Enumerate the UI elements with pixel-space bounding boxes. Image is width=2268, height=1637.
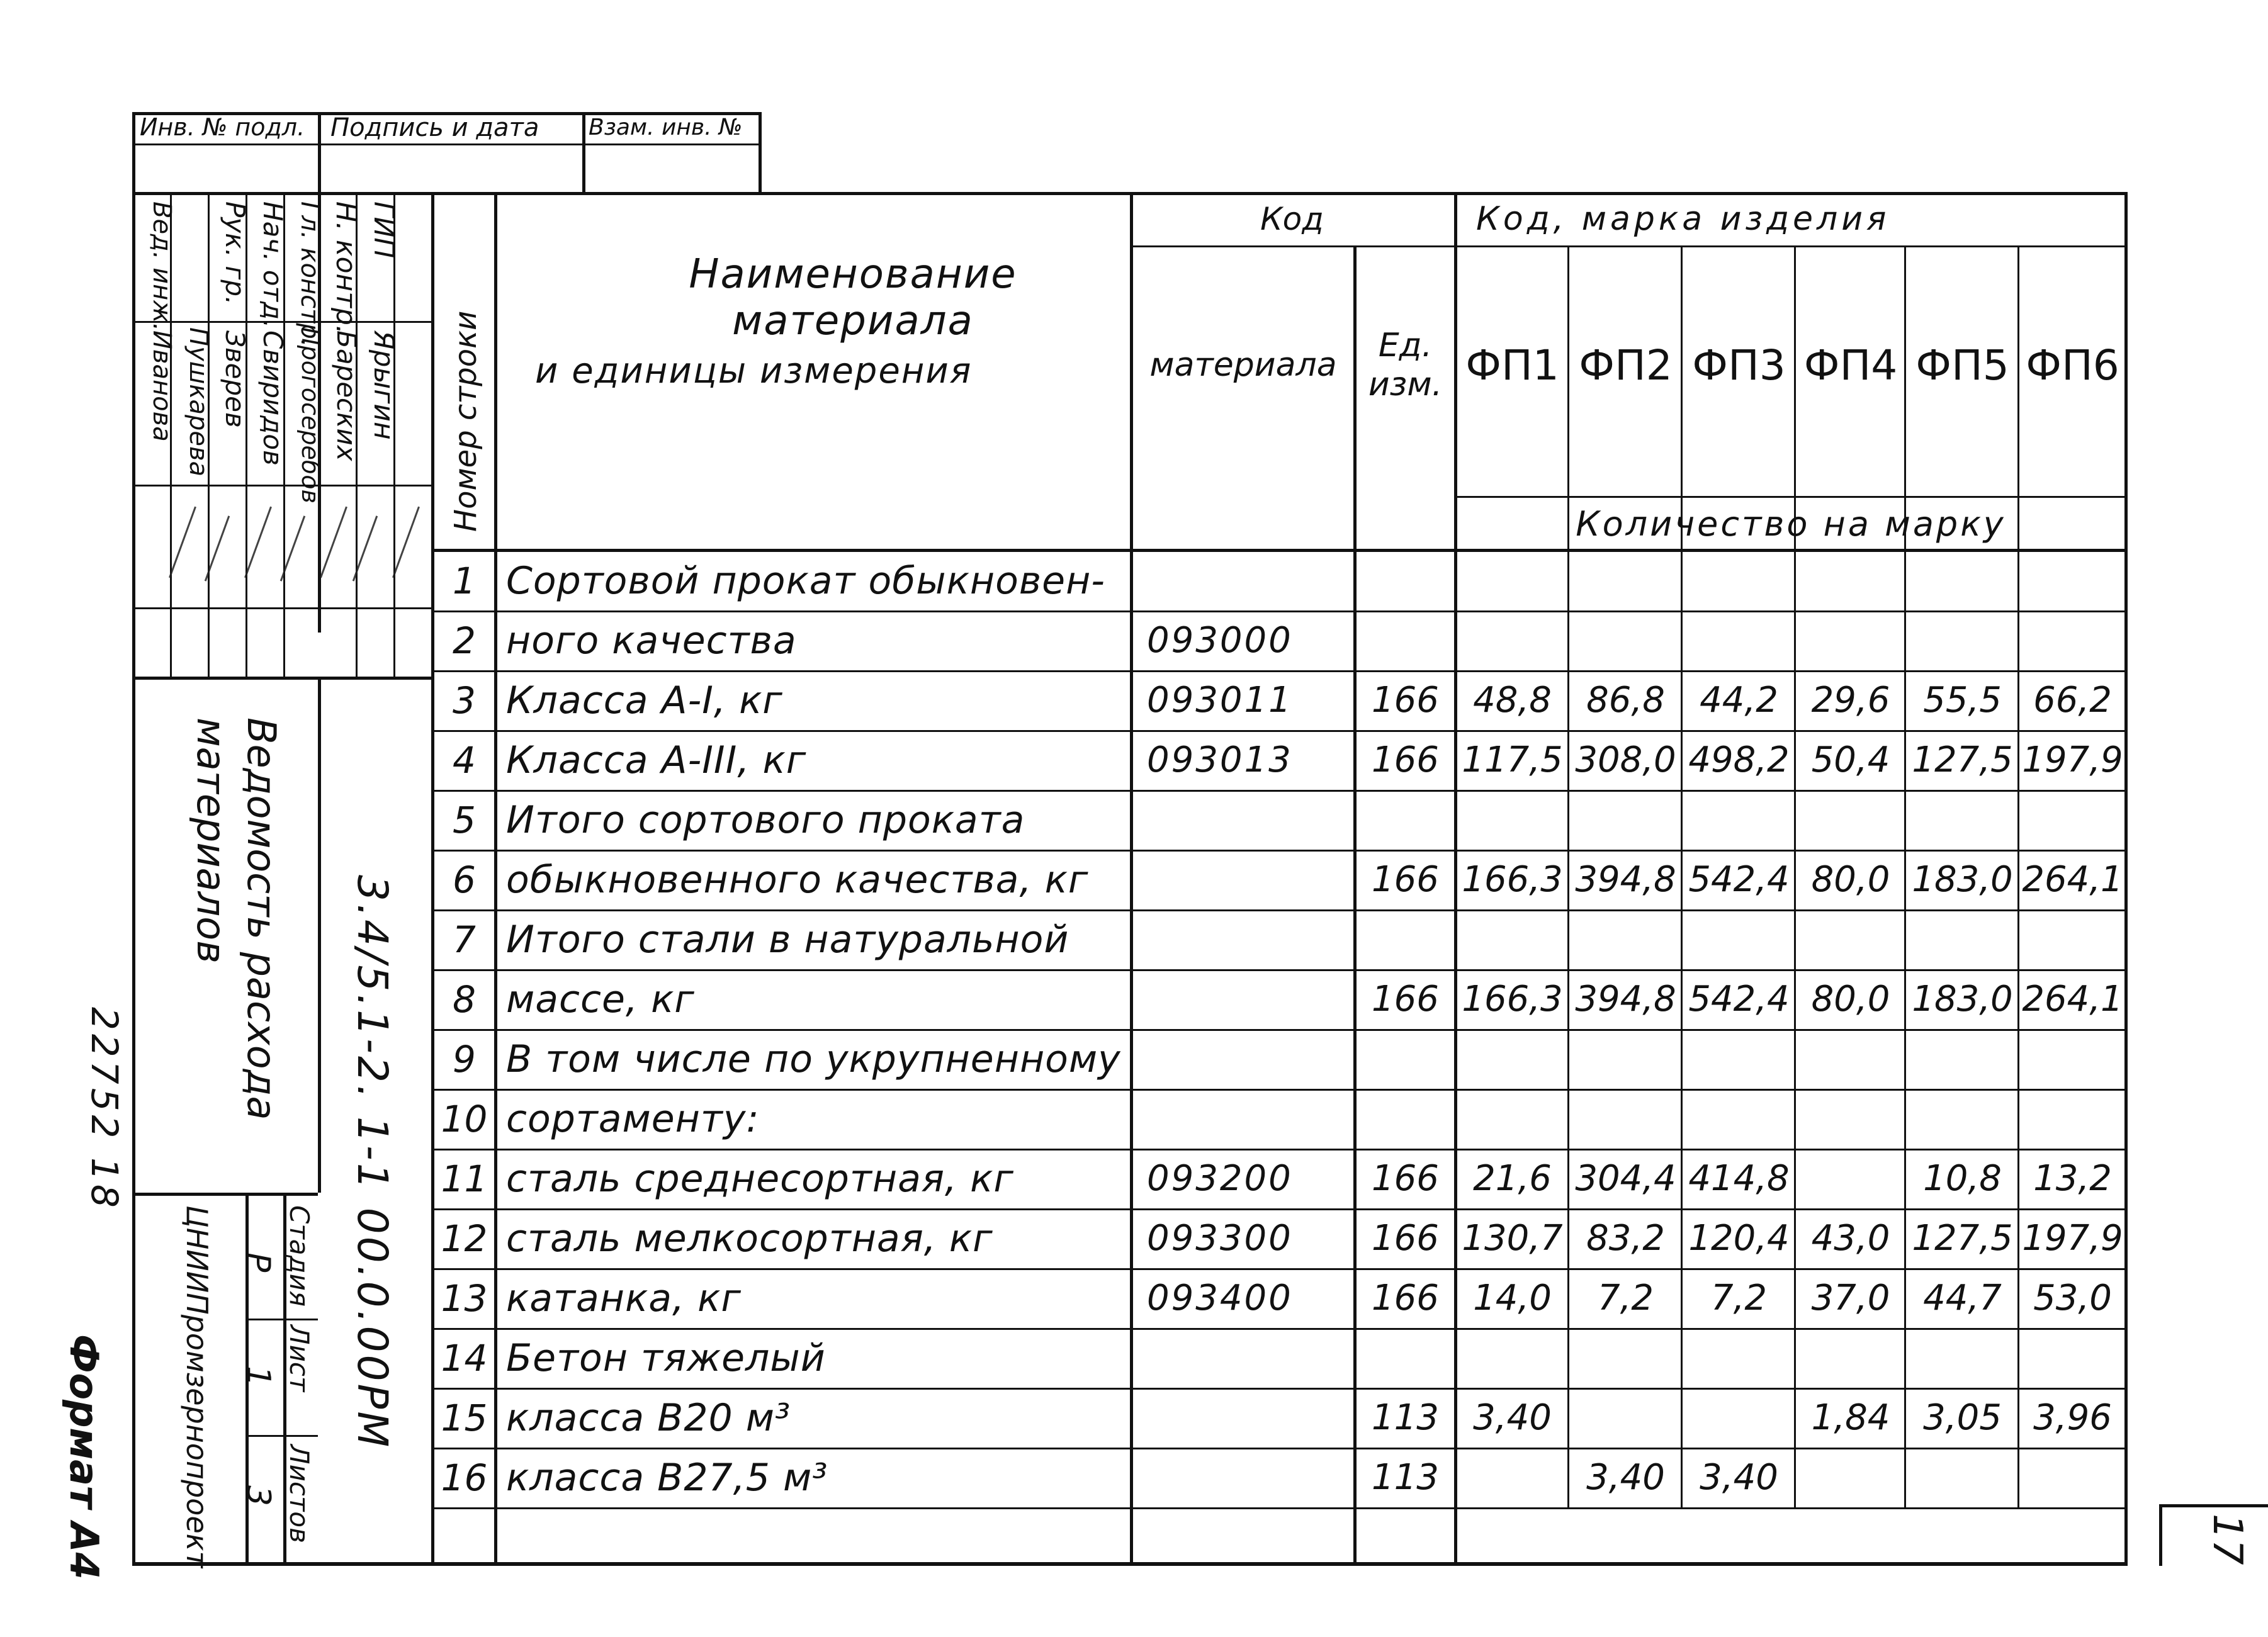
quantity-fp1 [1457, 1448, 1567, 1507]
material-name: Сортовой прокат обыкновен- [506, 558, 1105, 603]
quantity-fp6 [2021, 610, 2124, 670]
header-row-number: Номер строки [448, 310, 483, 532]
mark-fp5: ФП5 [1915, 340, 2009, 390]
quantity-fp5: 127,5 [1912, 1218, 2013, 1259]
quantity-fp3: 3,40 [1700, 1457, 1778, 1498]
material-code [1133, 1029, 1367, 1089]
page-number: 17 [2204, 1514, 2250, 1565]
quantity-fp4 [1797, 1149, 1904, 1208]
quantity-fp1: 166,3 [1462, 979, 1563, 1020]
sheets-value: 3 [239, 1485, 277, 1507]
quantity-fp4 [1797, 909, 1904, 969]
replacement-inventory-label: Взам. инв. № [589, 115, 743, 140]
row-number: 10 [441, 1097, 488, 1140]
sheet-label: Лист [284, 1325, 315, 1392]
quantity-fp2: 3,40 [1586, 1457, 1665, 1498]
row-number: 4 [453, 738, 476, 782]
quantity-fp1 [1457, 551, 1567, 610]
quantity-fp6: 53,0 [2033, 1278, 2112, 1319]
quantity-fp1: 166,3 [1462, 859, 1563, 900]
row-number: 9 [453, 1037, 476, 1081]
quantity-fp3 [1684, 909, 1794, 969]
quantity-fp1: 130,7 [1462, 1218, 1563, 1259]
quantity-fp3 [1684, 1328, 1794, 1388]
role-norm-control: Н. контр. [330, 201, 362, 334]
material-name: массе, кг [506, 977, 695, 1021]
header-unit: Ед. изм. [1368, 327, 1443, 403]
quantity-fp4 [1797, 1328, 1904, 1388]
quantity-fp2 [1571, 1328, 1681, 1388]
quantity-fp1 [1457, 1029, 1567, 1089]
row-number: 15 [441, 1396, 488, 1439]
paper-format: Формат А4 [61, 1334, 107, 1580]
row-number: 14 [441, 1336, 488, 1380]
quantity-fp1: 117,5 [1462, 740, 1563, 780]
role-lead-engineer: Вед. инж. [147, 201, 176, 332]
quantity-fp6 [2021, 1328, 2124, 1388]
quantity-fp2 [1571, 790, 1681, 850]
unit-code: 113 [1372, 1397, 1439, 1438]
quantity-fp4: 29,6 [1811, 680, 1890, 721]
material-name: Итого стали в натуральной [506, 917, 1069, 962]
material-code [1133, 1448, 1367, 1507]
quantity-fp4 [1797, 790, 1904, 850]
quantity-fp6 [2021, 1448, 2124, 1507]
quantity-fp5: 183,0 [1912, 979, 2013, 1020]
sheet-value: 1 [239, 1366, 277, 1387]
unit-code: 166 [1372, 1218, 1439, 1259]
quantity-fp2 [1571, 909, 1681, 969]
material-code [1133, 909, 1367, 969]
unit-code [1357, 1029, 1454, 1089]
unit-code [1357, 1089, 1454, 1149]
role-gip: ГИП [368, 201, 400, 259]
role-group-lead: Рук. гр. [220, 201, 251, 305]
quantity-fp4: 43,0 [1811, 1218, 1890, 1259]
material-name: сталь мелкосортная, кг [506, 1216, 993, 1261]
unit-code [1357, 1328, 1454, 1388]
quantity-fp1 [1457, 1328, 1567, 1388]
unit-code [1357, 909, 1454, 969]
unit-code: 113 [1372, 1457, 1439, 1498]
unit-code [1357, 610, 1454, 670]
material-name: В том числе по укрупненному [506, 1037, 1121, 1081]
quantity-fp1: 14,0 [1473, 1278, 1552, 1319]
row-number: 16 [441, 1456, 488, 1499]
mark-fp3: ФП3 [1692, 340, 1786, 390]
quantity-fp2: 304,4 [1575, 1158, 1676, 1199]
row-number: 8 [453, 977, 476, 1021]
unit-code [1357, 551, 1454, 610]
quantity-fp1 [1457, 790, 1567, 850]
unit-code [1357, 790, 1454, 850]
quantity-fp5: 183,0 [1912, 859, 2013, 900]
sheets-label: Листов [284, 1444, 315, 1543]
material-code [1133, 969, 1367, 1029]
quantity-fp3 [1684, 1089, 1794, 1149]
header-material-name: Наименование материала и единицы измерения [535, 250, 1017, 391]
quantity-fp2: 308,0 [1575, 740, 1676, 780]
document-code: 3.4/5.1-2. 1-1 00.0.00РМ [348, 875, 397, 1450]
row-number: 12 [441, 1217, 488, 1260]
quantity-fp4 [1797, 1029, 1904, 1089]
quantity-fp3 [1684, 790, 1794, 850]
role-chief-designer: Гл. констр. [295, 201, 324, 347]
signature-date-label: Подпись и дата [330, 113, 539, 142]
quantity-fp4: 1,84 [1811, 1397, 1890, 1438]
material-name: класса В20 м³ [506, 1395, 791, 1440]
quantity-fp2 [1571, 1029, 1681, 1089]
quantity-fp3: 542,4 [1688, 979, 1790, 1020]
row-number: 7 [453, 918, 476, 961]
quantity-fp5 [1907, 551, 2017, 610]
material-code: 093011 [1147, 680, 1293, 721]
stage-label: Стадия [284, 1205, 315, 1307]
row-number: 3 [453, 678, 476, 722]
material-name: сталь среднесортная, кг [506, 1156, 1014, 1201]
quantity-fp5 [1907, 909, 2017, 969]
stage-value: Р [239, 1252, 277, 1273]
material-code [1133, 850, 1367, 909]
material-name: Бетон тяжелый [506, 1336, 826, 1380]
quantity-fp6 [2021, 790, 2124, 850]
quantity-fp6 [2021, 909, 2124, 969]
row-number: 1 [453, 559, 476, 602]
material-name: ного качества [506, 618, 797, 663]
quantity-fp6: 3,96 [2033, 1397, 2112, 1438]
material-name: класса В27,5 м³ [506, 1455, 828, 1500]
quantity-fp5 [1907, 610, 2017, 670]
row-number: 11 [441, 1157, 488, 1200]
organization-name: ЦНИИПромзернопроект [180, 1205, 214, 1568]
unit-code: 166 [1372, 680, 1439, 721]
quantity-fp6: 197,9 [2022, 1218, 2123, 1259]
quantity-fp5 [1907, 790, 2017, 850]
name-bareskikh: Бареских [331, 330, 362, 461]
mark-fp2: ФП2 [1579, 340, 1673, 390]
material-code [1133, 551, 1367, 610]
quantity-fp3 [1684, 551, 1794, 610]
quantity-fp6 [2021, 1089, 2124, 1149]
quantity-fp3: 498,2 [1688, 740, 1790, 780]
quantity-fp1: 21,6 [1473, 1158, 1552, 1199]
header-code-group: Код [1260, 200, 1324, 237]
header-quantity-group: Количество на марку [1576, 504, 2006, 544]
quantity-fp3 [1684, 1029, 1794, 1089]
unit-code: 166 [1372, 979, 1439, 1020]
material-code: 093300 [1147, 1218, 1293, 1259]
material-code [1133, 1388, 1367, 1448]
row-number: 6 [453, 858, 476, 901]
name-sviridov: Свиридов [257, 330, 288, 466]
material-name: обыкновенного качества, кг [506, 857, 1089, 902]
quantity-fp5: 3,05 [1923, 1397, 2002, 1438]
unit-code: 166 [1372, 859, 1439, 900]
mark-fp6: ФП6 [2026, 340, 2119, 390]
quantity-fp6 [2021, 551, 2124, 610]
row-number: 2 [453, 619, 476, 662]
quantity-fp3: 7,2 [1710, 1278, 1768, 1319]
quantity-fp1 [1457, 610, 1567, 670]
quantity-fp4 [1797, 1089, 1904, 1149]
quantity-fp5 [1907, 1029, 2017, 1089]
quantity-fp4: 80,0 [1811, 859, 1890, 900]
material-code: 093013 [1147, 740, 1293, 780]
row-number: 5 [453, 798, 476, 841]
quantity-fp5: 44,7 [1923, 1278, 2002, 1319]
material-code [1133, 790, 1367, 850]
quantity-fp2: 86,8 [1586, 680, 1665, 721]
quantity-fp6: 13,2 [2033, 1158, 2112, 1199]
row-number: 13 [441, 1276, 488, 1320]
quantity-fp2 [1571, 1388, 1681, 1448]
material-name: Класса А-III, кг [506, 738, 807, 782]
role-dept-head: Нач. отд. [257, 201, 288, 329]
material-name: сортаменту: [506, 1096, 760, 1141]
quantity-fp1 [1457, 1089, 1567, 1149]
quantity-fp1: 48,8 [1473, 680, 1552, 721]
quantity-fp3: 120,4 [1688, 1218, 1790, 1259]
quantity-fp3 [1684, 610, 1794, 670]
quantity-fp5: 10,8 [1923, 1158, 2002, 1199]
name-progoserebov: Прогосеребов [296, 327, 324, 504]
material-name: катанка, кг [506, 1276, 742, 1320]
quantity-fp2: 394,8 [1575, 979, 1676, 1020]
quantity-fp6: 197,9 [2022, 740, 2123, 780]
material-name: Итого сортового проката [506, 797, 1025, 842]
quantity-fp6 [2021, 1029, 2124, 1089]
quantity-fp4 [1797, 551, 1904, 610]
quantity-fp5 [1907, 1328, 2017, 1388]
quantity-fp3: 44,2 [1700, 680, 1778, 721]
name-yarygin: Ярыгин [368, 330, 400, 440]
material-code: 093400 [1147, 1278, 1293, 1319]
sheet-title: Ведомость расхода материалов [188, 717, 285, 1120]
mark-fp1: ФП1 [1465, 340, 1559, 390]
quantity-fp2 [1571, 551, 1681, 610]
quantity-fp2 [1571, 610, 1681, 670]
name-zverev: Зверев [220, 330, 251, 428]
quantity-fp2 [1571, 1089, 1681, 1149]
quantity-fp2: 7,2 [1597, 1278, 1654, 1319]
quantity-fp3: 542,4 [1688, 859, 1790, 900]
material-code [1133, 1089, 1367, 1149]
quantity-fp4: 37,0 [1811, 1278, 1890, 1319]
quantity-fp4: 50,4 [1811, 740, 1890, 780]
name-ivanova: Иванова [147, 330, 176, 442]
quantity-fp5: 55,5 [1923, 680, 2002, 721]
quantity-fp6: 264,1 [2022, 979, 2123, 1020]
inventory-number: 22752 18 [83, 1007, 126, 1212]
quantity-fp5 [1907, 1089, 2017, 1149]
quantity-fp3: 414,8 [1688, 1158, 1790, 1199]
quantity-fp4: 80,0 [1811, 979, 1890, 1020]
quantity-fp1: 3,40 [1473, 1397, 1552, 1438]
material-code: 093000 [1147, 620, 1293, 661]
header-marks-group: Код, марка изделия [1476, 200, 1890, 238]
material-code: 093200 [1147, 1158, 1293, 1199]
header-material-code: материала [1149, 346, 1337, 384]
material-name: Класса А-I, кг [506, 678, 783, 723]
unit-code: 166 [1372, 1278, 1439, 1319]
quantity-fp4 [1797, 610, 1904, 670]
quantity-fp1 [1457, 909, 1567, 969]
quantity-fp2: 83,2 [1586, 1218, 1665, 1259]
quantity-fp3 [1684, 1388, 1794, 1448]
quantity-fp4 [1797, 1448, 1904, 1507]
mark-fp4: ФП4 [1803, 340, 1898, 390]
quantity-fp2: 394,8 [1575, 859, 1676, 900]
inventory-label: Инв. № подл. [140, 113, 305, 141]
quantity-fp5: 127,5 [1912, 740, 2013, 780]
quantity-fp6: 66,2 [2033, 680, 2112, 721]
quantity-fp5 [1907, 1448, 2017, 1507]
unit-code: 166 [1372, 740, 1439, 780]
name-pushkareva: Пушкарева [184, 327, 213, 477]
material-code [1133, 1328, 1367, 1388]
unit-code: 166 [1372, 1158, 1439, 1199]
quantity-fp6: 264,1 [2022, 859, 2123, 900]
